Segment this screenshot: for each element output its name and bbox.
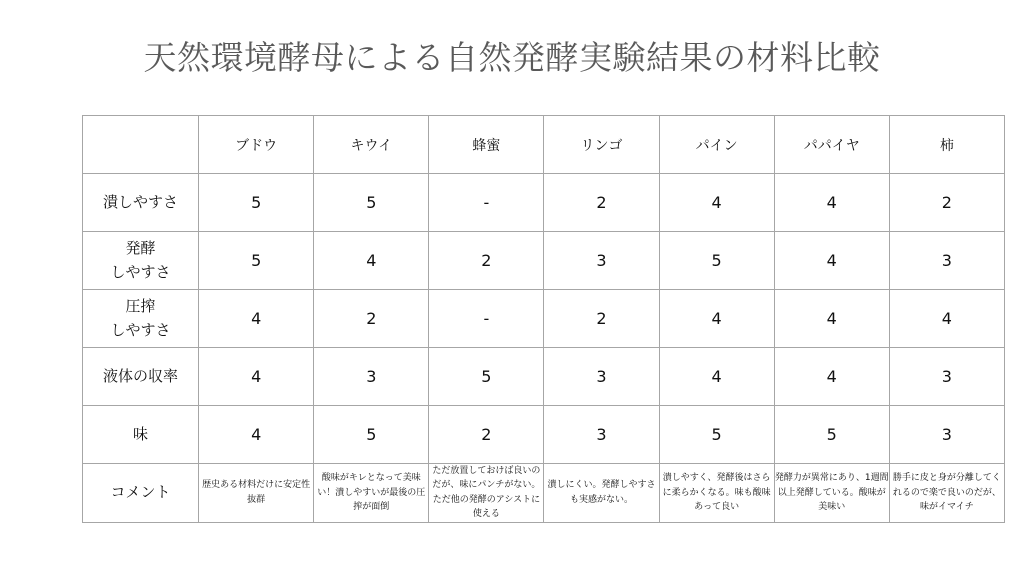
column-header: リンゴ <box>544 116 659 174</box>
score-cell: 3 <box>314 348 429 406</box>
score-cell: 3 <box>889 232 1004 290</box>
score-cell: 4 <box>774 290 889 348</box>
comment-text: 潰しやすく、発酵後はさらに柔らかくなる。味も酸味あって良い <box>662 473 771 512</box>
score-cell: 5 <box>314 406 429 464</box>
comment-cell <box>659 464 774 523</box>
comment-cell <box>314 464 429 523</box>
score-cell: 4 <box>774 348 889 406</box>
score-cell: 3 <box>544 348 659 406</box>
table-header-row <box>83 116 1005 174</box>
score-cell: 5 <box>199 232 314 290</box>
column-header: パパイヤ <box>774 116 889 174</box>
score-cell: 2 <box>544 290 659 348</box>
score-cell: 5 <box>659 232 774 290</box>
row-label: 液体の収率 <box>83 348 199 406</box>
comment-row <box>83 464 1005 523</box>
comment-text: 酸味がキレとなって美味い！潰しやすいが最後の圧搾が面倒 <box>317 473 426 512</box>
score-cell: 3 <box>544 406 659 464</box>
score-cell: - <box>429 290 544 348</box>
score-cell: 4 <box>659 290 774 348</box>
comment-cell <box>199 464 314 523</box>
score-cell: 4 <box>889 290 1004 348</box>
column-header: キウイ <box>314 116 429 174</box>
score-cell: 2 <box>429 232 544 290</box>
score-cell: 4 <box>659 174 774 232</box>
score-cell: 3 <box>889 348 1004 406</box>
comment-text: 歴史ある材料だけに安定性抜群 <box>202 480 311 505</box>
score-cell: 3 <box>544 232 659 290</box>
score-cell: 3 <box>889 406 1004 464</box>
score-cell: 2 <box>429 406 544 464</box>
score-cell: 2 <box>544 174 659 232</box>
score-cell: 5 <box>774 406 889 464</box>
score-cell: 4 <box>659 348 774 406</box>
comment-text: ただ放置しておけば良いのだが、味にパンチがない。ただ他の発酵のアシストに使える <box>432 466 541 520</box>
table-row <box>83 348 1005 406</box>
header-corner-cell <box>83 116 199 174</box>
score-cell: 5 <box>429 348 544 406</box>
score-cell: 5 <box>659 406 774 464</box>
score-cell: 2 <box>314 290 429 348</box>
score-cell: 4 <box>199 290 314 348</box>
score-cell: 2 <box>889 174 1004 232</box>
comment-cell <box>889 464 1004 523</box>
comparison-table <box>82 115 1005 523</box>
score-cell: 4 <box>314 232 429 290</box>
score-cell: 5 <box>199 174 314 232</box>
column-header: ブドウ <box>199 116 314 174</box>
row-label: 発酵 しやすさ <box>83 232 199 290</box>
score-cell: 5 <box>314 174 429 232</box>
score-cell: 4 <box>199 406 314 464</box>
table-row <box>83 232 1005 290</box>
comment-cell <box>544 464 659 523</box>
comment-text: 潰しにくい。発酵しやすさも実感がない。 <box>547 480 656 505</box>
score-cell: 4 <box>774 174 889 232</box>
table-row <box>83 174 1005 232</box>
comment-text: 発酵力が異常にあり、1週間以上発酵している。酸味が美味い <box>774 473 889 512</box>
column-header: 蜂蜜 <box>429 116 544 174</box>
score-cell: - <box>429 174 544 232</box>
comment-text: 勝手に皮と身が分離してくれるので楽で良いのだが、味がイマイチ <box>892 473 1001 512</box>
table-row <box>83 406 1005 464</box>
slide-title: 天然環境酵母による自然発酵実験結果の材料比較 <box>143 38 881 77</box>
column-header: パイン <box>659 116 774 174</box>
comment-cell <box>774 464 889 523</box>
column-header: 柿 <box>889 116 1004 174</box>
score-cell: 4 <box>199 348 314 406</box>
row-label: 潰しやすさ <box>83 174 199 232</box>
score-cell: 4 <box>774 232 889 290</box>
comment-cell <box>429 464 544 523</box>
table-row <box>83 290 1005 348</box>
row-label: コメント <box>83 464 199 523</box>
row-label: 味 <box>83 406 199 464</box>
row-label: 圧搾 しやすさ <box>83 290 199 348</box>
